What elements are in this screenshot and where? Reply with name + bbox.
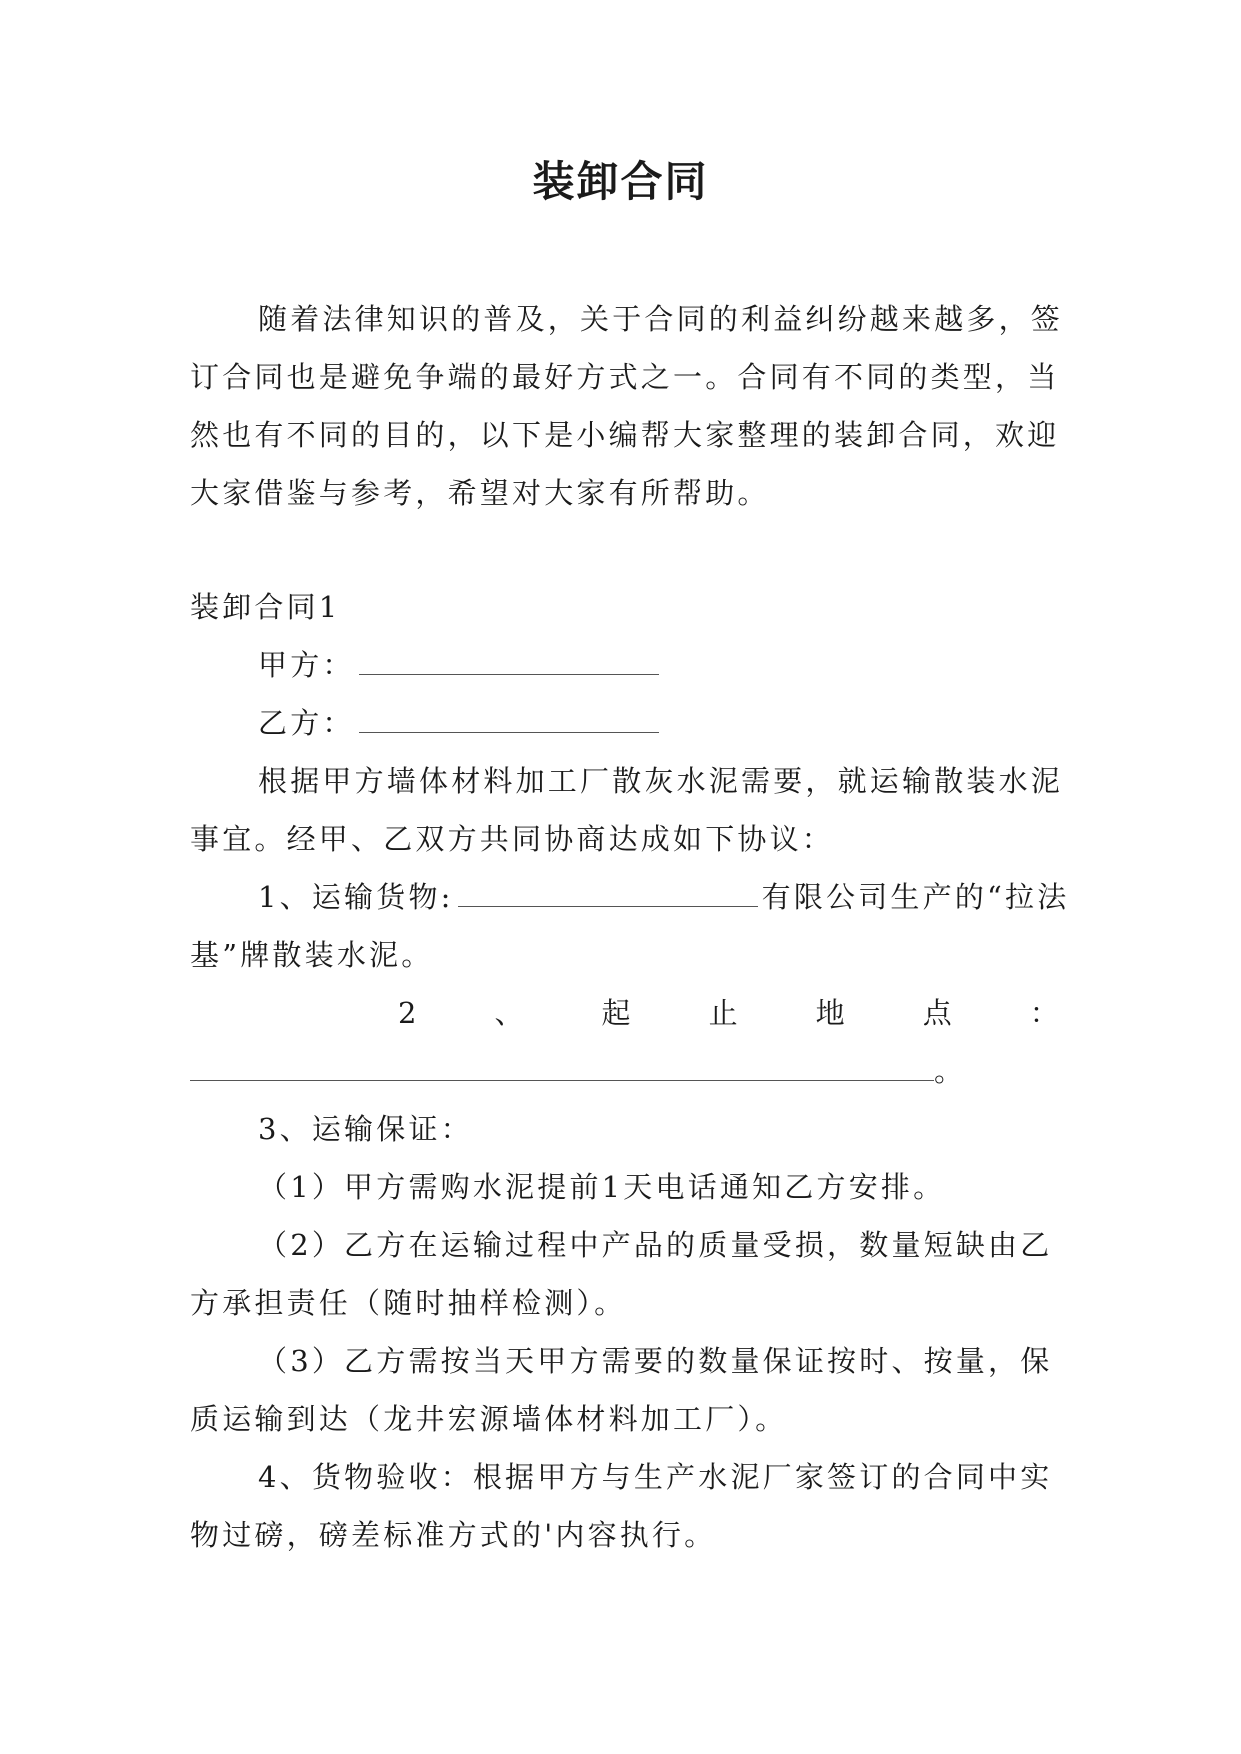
clause-2-char: 点 [922, 996, 955, 1030]
clause-1-suffix: 有限公司生产的“拉法基”牌散装水泥。 [190, 880, 1070, 972]
contract-section [190, 578, 1070, 1564]
party-a-blank [359, 650, 659, 675]
clause-3-heading: 3、运输保证： [258, 1112, 473, 1146]
clause-2-end: 。 [934, 1054, 967, 1088]
clause-1-blank [458, 882, 758, 907]
clause-1 [190, 868, 1070, 984]
party-b-blank [359, 708, 659, 733]
intro-paragraph: 随着法律知识的普及，关于合同的利益纠纷越来越多，签订合同也是避免争端的最好方式之一。合同有不同的类型，当然也有不同的目的，以下是小编帮大家整理的装卸合同，欢迎大家借鉴与参考，希望对大家有所帮助。 [190, 302, 1064, 510]
clause-4: 4、货物验收：根据甲方与生产水泥厂家签订的合同中实物过磅，磅差标准方式的'内容执行。 [190, 1460, 1053, 1552]
clause-2-heading [190, 984, 1070, 1042]
contract-heading: 装卸合同1 [190, 590, 341, 624]
intro-section [190, 290, 1070, 522]
party-a-label: 甲方： [258, 648, 355, 682]
clause-2-blank [190, 1056, 934, 1081]
clause-1-prefix: 1、运输货物: [258, 880, 454, 914]
party-a-line [190, 636, 1070, 694]
clause-2-line [190, 1042, 1070, 1100]
clause-3-item: （1）甲方需购水泥提前1天电话通知乙方安排。 [258, 1170, 946, 1204]
party-b-label: 乙方： [258, 706, 355, 740]
clause-2-char: 起 [601, 996, 634, 1030]
clause-2-char: 地 [815, 996, 848, 1030]
clause-3-item: （3）乙方需按当天甲方需要的数量保证按时、按量，保质运输到达（龙井宏源墙体材料加工厂）。 [190, 1344, 1053, 1436]
party-b-line [190, 694, 1070, 752]
clause-2-char: 2 [398, 996, 420, 1030]
clause-2-char: ： [1029, 996, 1062, 1030]
clause-3-item: （2）乙方在运输过程中产品的质量受损，数量短缺由乙方承担责任（随时抽样检测）。 [190, 1228, 1053, 1320]
clause-2-char: 、 [494, 996, 527, 1030]
preamble-paragraph: 根据甲方墙体材料加工厂散灰水泥需要，就运输散装水泥事宜。经甲、乙双方共同协商达成如下协议： [190, 764, 1064, 856]
document-title: 装卸合同 [532, 157, 709, 206]
clause-2-char: 止 [708, 996, 741, 1030]
